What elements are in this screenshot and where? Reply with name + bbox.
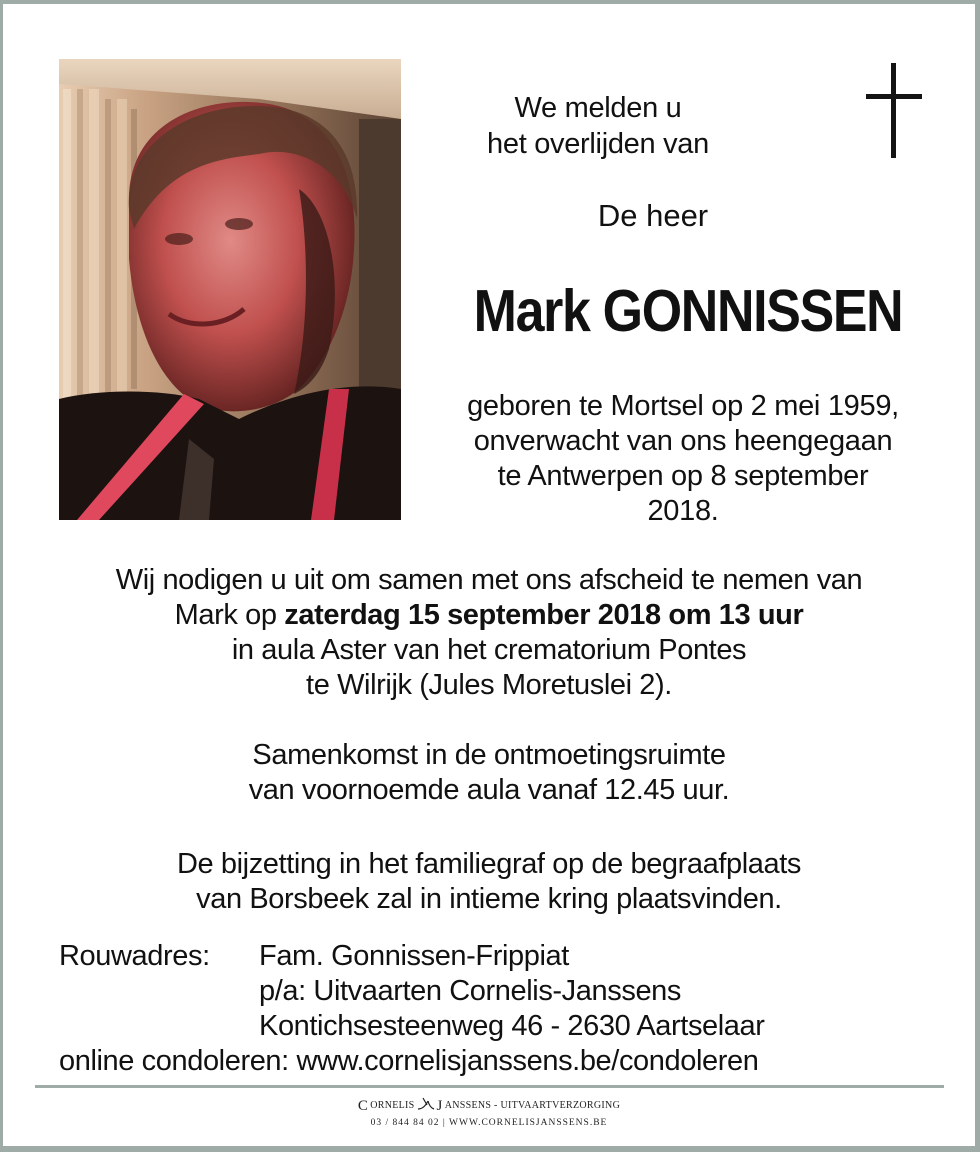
gathering-info: [23, 738, 955, 808]
address-line: Kontichsesteenweg 46 - 2630 Aartselaar: [259, 1010, 765, 1042]
address-row: [59, 1009, 939, 1044]
cross-vertical-bar: [891, 63, 896, 158]
ceremony-invitation: [23, 563, 955, 703]
intro-line: We melden u: [514, 92, 682, 124]
death-notice-page: [3, 4, 975, 1146]
ceremony-datetime: zaterdag 15 september 2018 om 13 uur: [284, 599, 804, 631]
address-line: p/a: Uitvaarten Cornelis-Janssens: [259, 975, 681, 1007]
gathering-line: Samenkomst in de ontmoetingsruimte: [252, 739, 726, 771]
birth-death-line: te Antwerpen op 8 september: [497, 460, 869, 492]
cross-icon: [866, 63, 922, 158]
ceremony-line: in aula Aster van het crematorium Pontes: [231, 634, 747, 666]
address-row: [59, 939, 939, 974]
online-condolences-url[interactable]: www.cornelisjanssens.be/condoleren: [296, 1045, 759, 1077]
funeral-home-logo: C ORNELIS J ANSSENS - UITVAARTVERZORGING: [357, 1098, 621, 1114]
online-condolences-label: online condoleren:: [59, 1045, 289, 1077]
contact-divider: |: [442, 1118, 446, 1128]
cross-horizontal-bar: [866, 94, 922, 99]
portrait-image: [59, 59, 401, 520]
online-condolences: [59, 1044, 939, 1079]
birth-death-details: [423, 389, 943, 529]
gathering-line: van voornoemde aula vanaf 12.45 uur.: [248, 774, 730, 806]
mourning-address: [59, 939, 939, 1079]
address-line: Fam. Gonnissen-Frippiat: [259, 940, 569, 972]
burial-info: [23, 847, 955, 917]
funeral-home-footer: [3, 1097, 975, 1130]
birth-death-line: onverwacht van ons heengegaan: [473, 425, 893, 457]
birth-death-line: geboren te Mortsel op 2 mei 1959,: [467, 390, 899, 422]
burial-line: De bijzetting in het familiegraf op de begraafplaats: [176, 848, 802, 880]
intro-line: het overlijden van: [487, 128, 709, 160]
address-row: [59, 974, 939, 1009]
address-label: Rouwadres:: [59, 940, 210, 972]
deceased-name: Mark GONNISSEN: [473, 278, 903, 344]
ceremony-datetime-line: [23, 598, 955, 633]
portrait-photo: [59, 59, 401, 520]
honorific: De heer: [597, 198, 709, 233]
funeral-home-phone: 03 / 844 84 02: [370, 1118, 440, 1128]
footer-divider: [35, 1085, 944, 1088]
funeral-home-website[interactable]: WWW.CORNELISJANSSENS.BE: [449, 1118, 608, 1128]
ceremony-line: te Wilrijk (Jules Moretuslei 2).: [306, 669, 672, 701]
funeral-home-contact: [3, 1116, 975, 1130]
birth-death-line: 2018.: [647, 495, 719, 527]
burial-line: van Borsbeek zal in intieme kring plaatsvinden.: [196, 883, 782, 915]
announcement-intro: [433, 90, 763, 162]
ceremony-line: Wij nodigen u uit om samen met ons afscheid te nemen van: [115, 564, 863, 596]
swoosh-icon: [417, 1097, 435, 1113]
ceremony-line-prefix: Mark op: [174, 599, 285, 631]
